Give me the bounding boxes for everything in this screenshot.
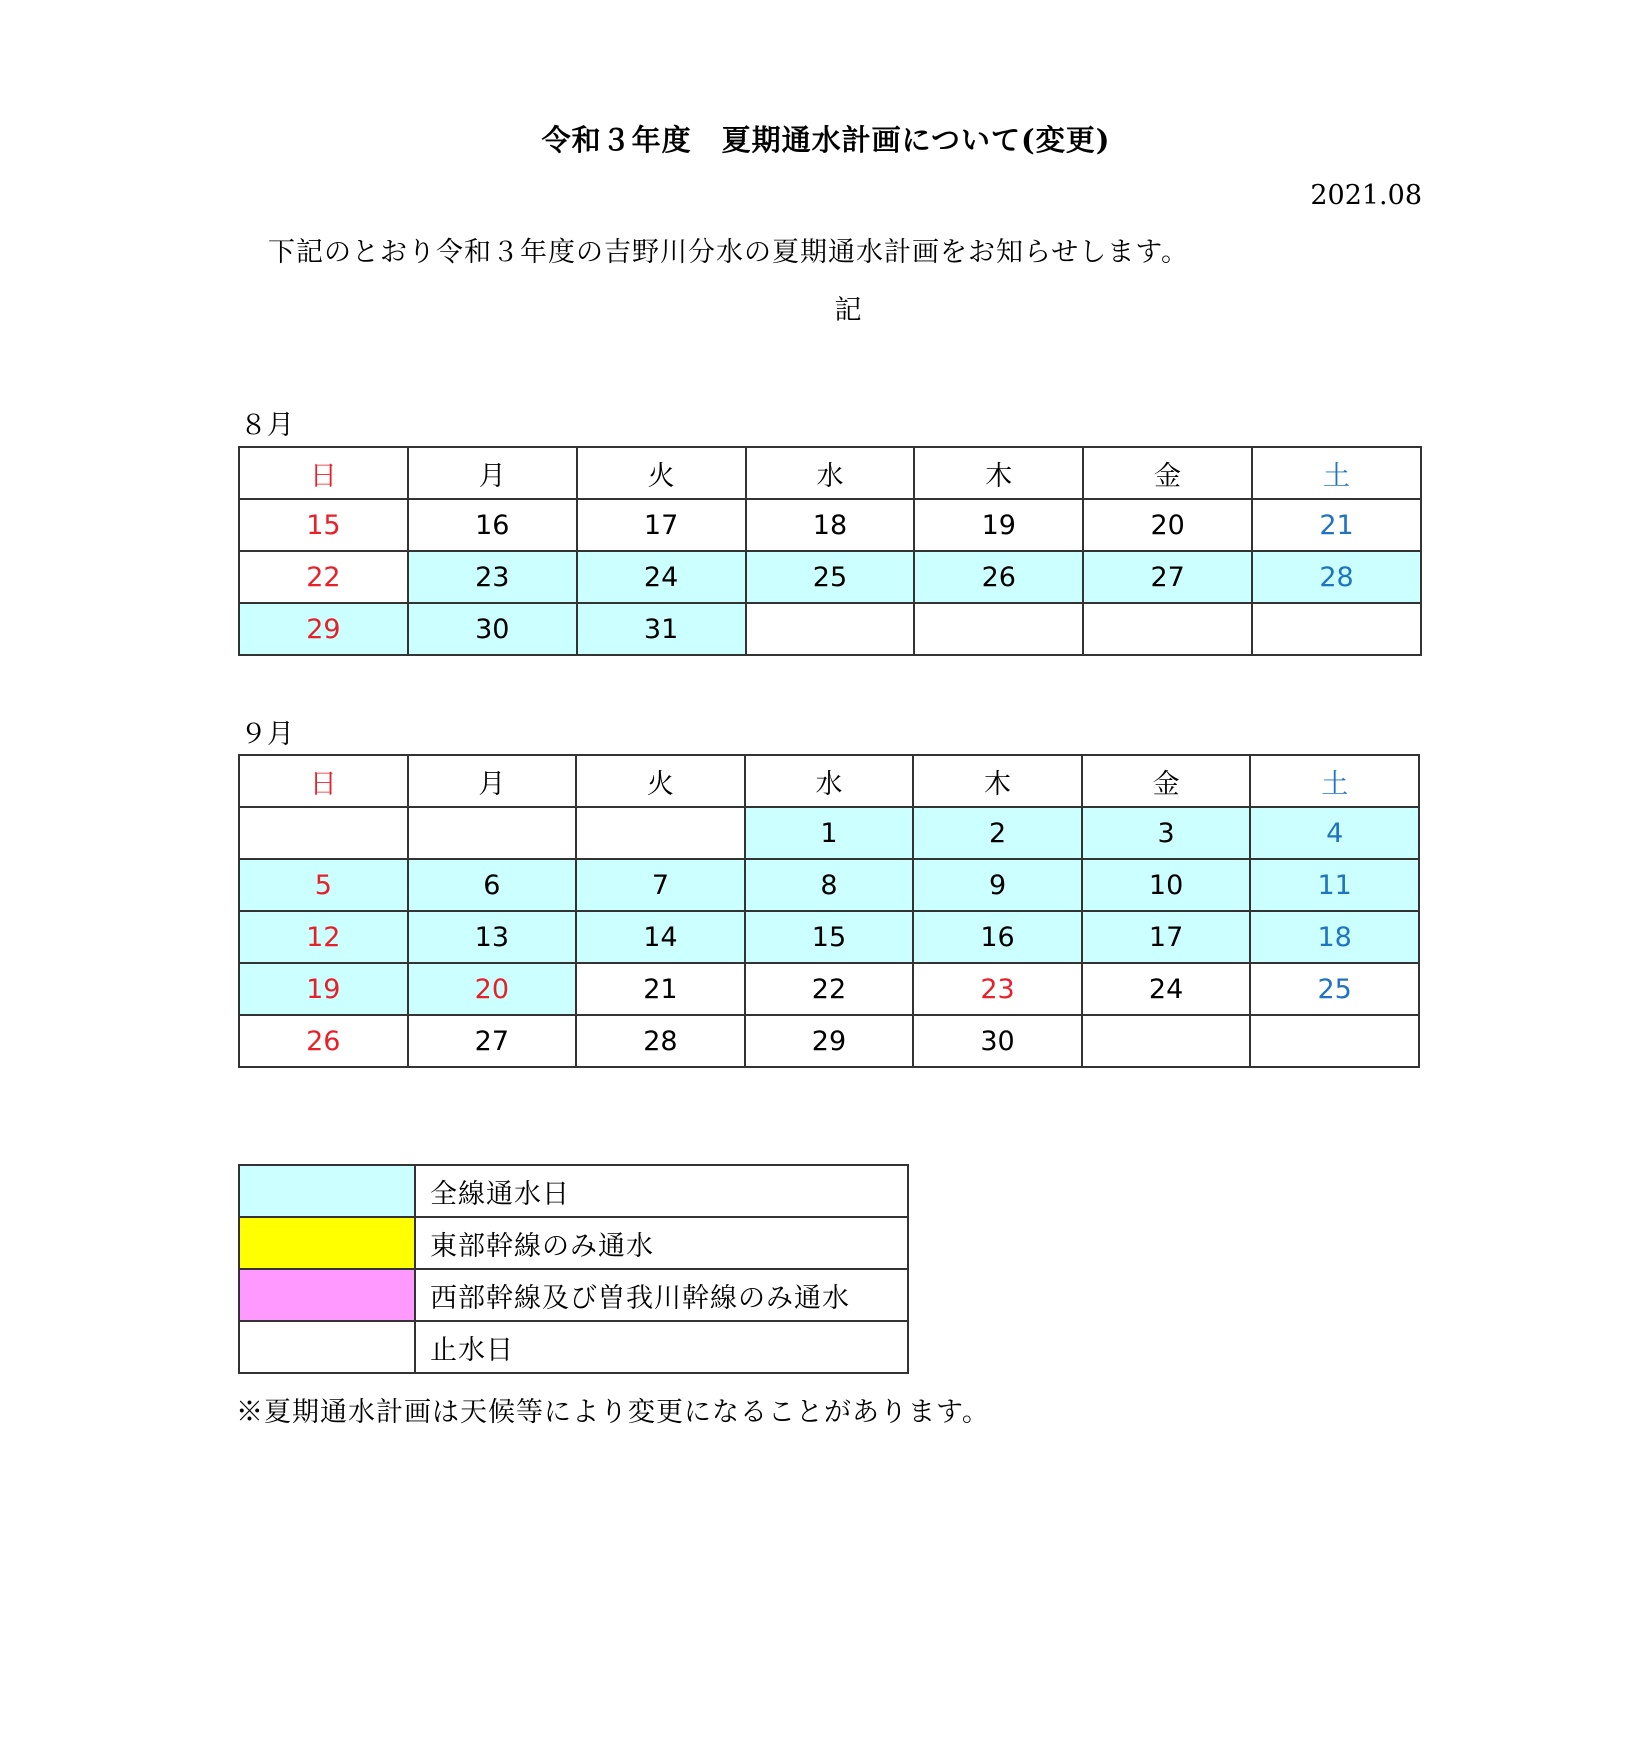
weekday-header-cell: 火 — [576, 755, 745, 807]
calendar-day-cell — [746, 603, 915, 655]
september-calendar-body — [239, 755, 1419, 1067]
weekday-header-cell: 木 — [914, 447, 1083, 499]
calendar-day-cell: 25 — [1250, 963, 1419, 1015]
legend-label: 止水日 — [415, 1321, 908, 1373]
weekday-header-cell: 日 — [239, 755, 408, 807]
september-label: ９月 — [240, 719, 294, 750]
calendar-day-cell: 19 — [239, 963, 408, 1015]
intro-text: 下記のとおり令和３年度の吉野川分水の夏期通水計画をお知らせします。 — [268, 237, 1190, 268]
august-label: ８月 — [240, 410, 294, 441]
calendar-day-cell: 8 — [745, 859, 914, 911]
weekday-header-cell: 金 — [1083, 447, 1252, 499]
calendar-day-cell: 21 — [576, 963, 745, 1015]
issue-date: 2021.08 — [1310, 180, 1422, 211]
calendar-day-cell: 19 — [914, 499, 1083, 551]
calendar-day-cell: 16 — [913, 911, 1082, 963]
calendar-day-cell: 1 — [745, 807, 914, 859]
august-calendar-body — [239, 447, 1421, 655]
calendar-day-cell — [914, 603, 1083, 655]
calendar-week-row — [239, 963, 1419, 1015]
calendar-week-row — [239, 807, 1419, 859]
legend-label: 東部幹線のみ通水 — [415, 1217, 908, 1269]
calendar-day-cell: 3 — [1082, 807, 1251, 859]
weekday-header-cell: 月 — [408, 755, 577, 807]
calendar-day-cell: 27 — [1083, 551, 1252, 603]
weekday-header-cell: 日 — [239, 447, 408, 499]
calendar-day-cell: 17 — [1082, 911, 1251, 963]
page-title: 令和３年度 夏期通水計画について(変更) — [541, 123, 1111, 157]
calendar-day-cell: 22 — [745, 963, 914, 1015]
calendar-day-cell: 23 — [913, 963, 1082, 1015]
calendar-day-cell: 15 — [239, 499, 408, 551]
legend-row — [239, 1269, 908, 1321]
calendar-day-cell: 23 — [408, 551, 577, 603]
calendar-day-cell — [1083, 603, 1252, 655]
calendar-day-cell: 31 — [577, 603, 746, 655]
legend-label: 西部幹線及び曽我川幹線のみ通水 — [415, 1269, 908, 1321]
calendar-day-cell — [239, 807, 408, 859]
calendar-day-cell: 7 — [576, 859, 745, 911]
weekday-header-cell: 土 — [1252, 447, 1421, 499]
calendar-day-cell — [1250, 1015, 1419, 1067]
calendar-day-cell: 24 — [1082, 963, 1251, 1015]
weekday-header-cell: 水 — [745, 755, 914, 807]
footnote: ※夏期通水計画は天候等により変更になることがあります。 — [236, 1397, 990, 1428]
calendar-day-cell: 29 — [239, 603, 408, 655]
calendar-week-row — [239, 499, 1421, 551]
calendar-day-cell: 30 — [408, 603, 577, 655]
calendar-week-row — [239, 911, 1419, 963]
september-calendar — [238, 754, 1420, 1068]
calendar-day-cell: 28 — [576, 1015, 745, 1067]
calendar-day-cell: 12 — [239, 911, 408, 963]
calendar-day-cell — [1082, 1015, 1251, 1067]
ki-heading: 記 — [834, 295, 862, 326]
calendar-week-row — [239, 603, 1421, 655]
calendar-day-cell: 30 — [913, 1015, 1082, 1067]
calendar-day-cell — [576, 807, 745, 859]
calendar-day-cell: 6 — [408, 859, 577, 911]
calendar-day-cell: 28 — [1252, 551, 1421, 603]
calendar-week-row — [239, 859, 1419, 911]
august-calendar — [238, 446, 1422, 656]
weekday-header-row — [239, 755, 1419, 807]
weekday-header-row — [239, 447, 1421, 499]
legend-label: 全線通水日 — [415, 1165, 908, 1217]
weekday-header-cell: 土 — [1250, 755, 1419, 807]
calendar-day-cell: 29 — [745, 1015, 914, 1067]
legend-row — [239, 1165, 908, 1217]
legend-table — [238, 1164, 909, 1374]
weekday-header-cell: 火 — [577, 447, 746, 499]
calendar-day-cell — [408, 807, 577, 859]
calendar-week-row — [239, 551, 1421, 603]
calendar-day-cell: 14 — [576, 911, 745, 963]
calendar-day-cell: 4 — [1250, 807, 1419, 859]
weekday-header-cell: 金 — [1082, 755, 1251, 807]
weekday-header-cell: 木 — [913, 755, 1082, 807]
calendar-day-cell: 26 — [239, 1015, 408, 1067]
calendar-day-cell: 2 — [913, 807, 1082, 859]
calendar-day-cell: 17 — [577, 499, 746, 551]
calendar-day-cell: 9 — [913, 859, 1082, 911]
calendar-day-cell: 26 — [914, 551, 1083, 603]
calendar-day-cell: 24 — [577, 551, 746, 603]
calendar-day-cell: 11 — [1250, 859, 1419, 911]
calendar-day-cell: 25 — [746, 551, 915, 603]
legend-color-swatch — [239, 1217, 415, 1269]
legend-color-swatch — [239, 1269, 415, 1321]
legend-body — [239, 1165, 908, 1373]
weekday-header-cell: 水 — [746, 447, 915, 499]
calendar-day-cell: 20 — [408, 963, 577, 1015]
calendar-day-cell: 5 — [239, 859, 408, 911]
calendar-day-cell: 18 — [746, 499, 915, 551]
calendar-day-cell: 15 — [745, 911, 914, 963]
legend-color-swatch — [239, 1165, 415, 1217]
legend-row — [239, 1217, 908, 1269]
calendar-day-cell: 16 — [408, 499, 577, 551]
calendar-day-cell: 22 — [239, 551, 408, 603]
calendar-day-cell: 20 — [1083, 499, 1252, 551]
calendar-day-cell: 21 — [1252, 499, 1421, 551]
calendar-day-cell: 13 — [408, 911, 577, 963]
weekday-header-cell: 月 — [408, 447, 577, 499]
calendar-day-cell: 27 — [408, 1015, 577, 1067]
calendar-day-cell: 10 — [1082, 859, 1251, 911]
calendar-day-cell — [1252, 603, 1421, 655]
legend-color-swatch — [239, 1321, 415, 1373]
calendar-day-cell: 18 — [1250, 911, 1419, 963]
calendar-week-row — [239, 1015, 1419, 1067]
legend-row — [239, 1321, 908, 1373]
